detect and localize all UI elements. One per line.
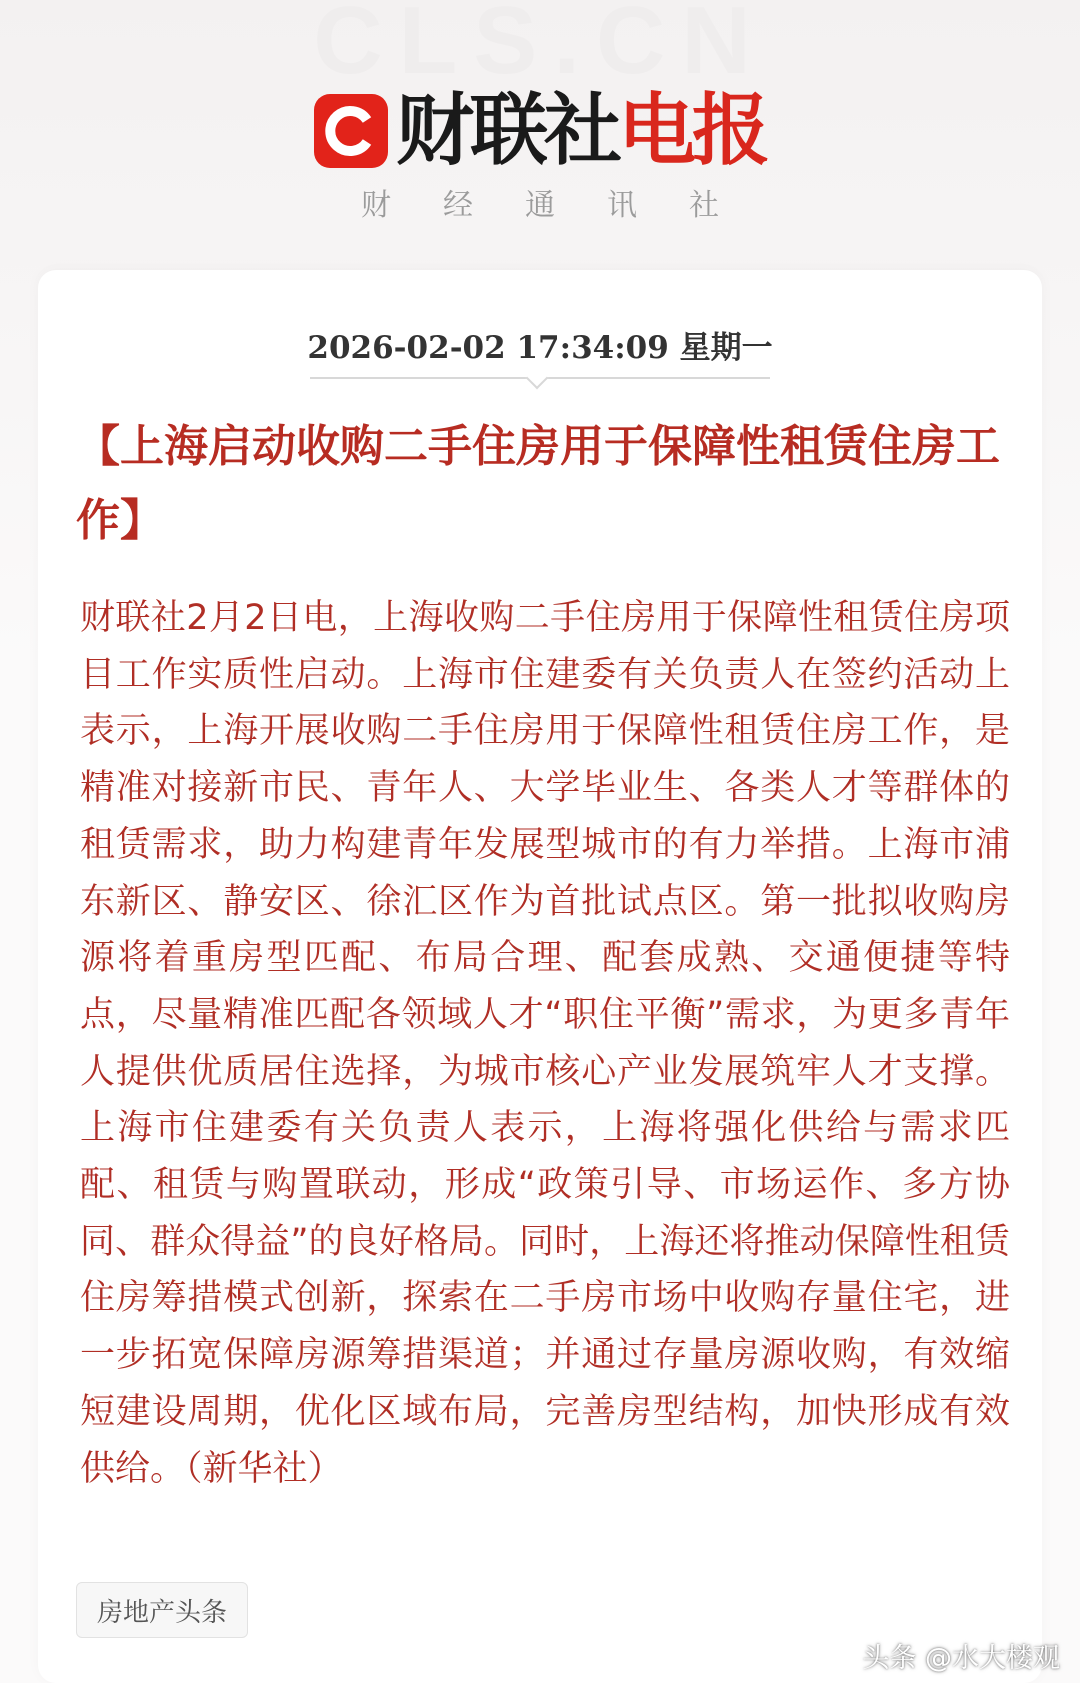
source-credit: 头条 @水大楼观: [862, 1643, 1060, 1674]
c-letter-icon: [323, 103, 379, 159]
brand-logo: [0, 86, 1080, 176]
cls-watermark: CLS.CN: [313, 0, 767, 94]
brand-name: 财联社: [395, 86, 618, 176]
brand-product-name: 电报: [618, 86, 767, 176]
article-headline: 【上海启动收购二手住房用于保障性租赁住房工作】: [76, 421, 1000, 546]
article-body: 财联社2月2日电，上海收购二手住房用于保障性租赁住房项目工作实质性启动。上海市住建委有关负责人在签约活动上表示，上海开展收购二手住房用于保障性租赁住房工作，是精准对接新市民、青年人、大学毕业生、各类人才等群体的租赁需求，助力构建青年发展型城市的有力举措。上海市浦东新区、静安区、徐汇区作为首批试点区。第一批拟收购房源将着重房型匹配、布局合理、配套成熟、交通便捷等特点，尽量精准匹配各领域人才“职住平衡”需求，为更多青年人提供优质居住选择，为城市核心产业发展筑牢人才支撑。上海市住建委有关负责人表示，上海将强化供给与需求匹配、租赁与购置联动，形成“政策引导、市场运作、多方协同、群众得益”的良好格局。同时，上海还将推动保障性租赁住房筹措模式创新，探索在二手房市场中收购存量住宅，进一步拓宽保障房源筹措渠道；并通过存量房源收购，有效缩短建设周期，优化区域布局，完善房型结构，加快形成有效供给。（新华社）: [80, 598, 1010, 1489]
category-tag[interactable]: 房地产头条: [76, 1582, 248, 1638]
agency-subtitle: 财经通讯社: [361, 188, 771, 223]
cls-logo-icon: [314, 94, 388, 168]
publish-datetime: 2026-02-02 17:34:09 星期一: [307, 330, 773, 366]
